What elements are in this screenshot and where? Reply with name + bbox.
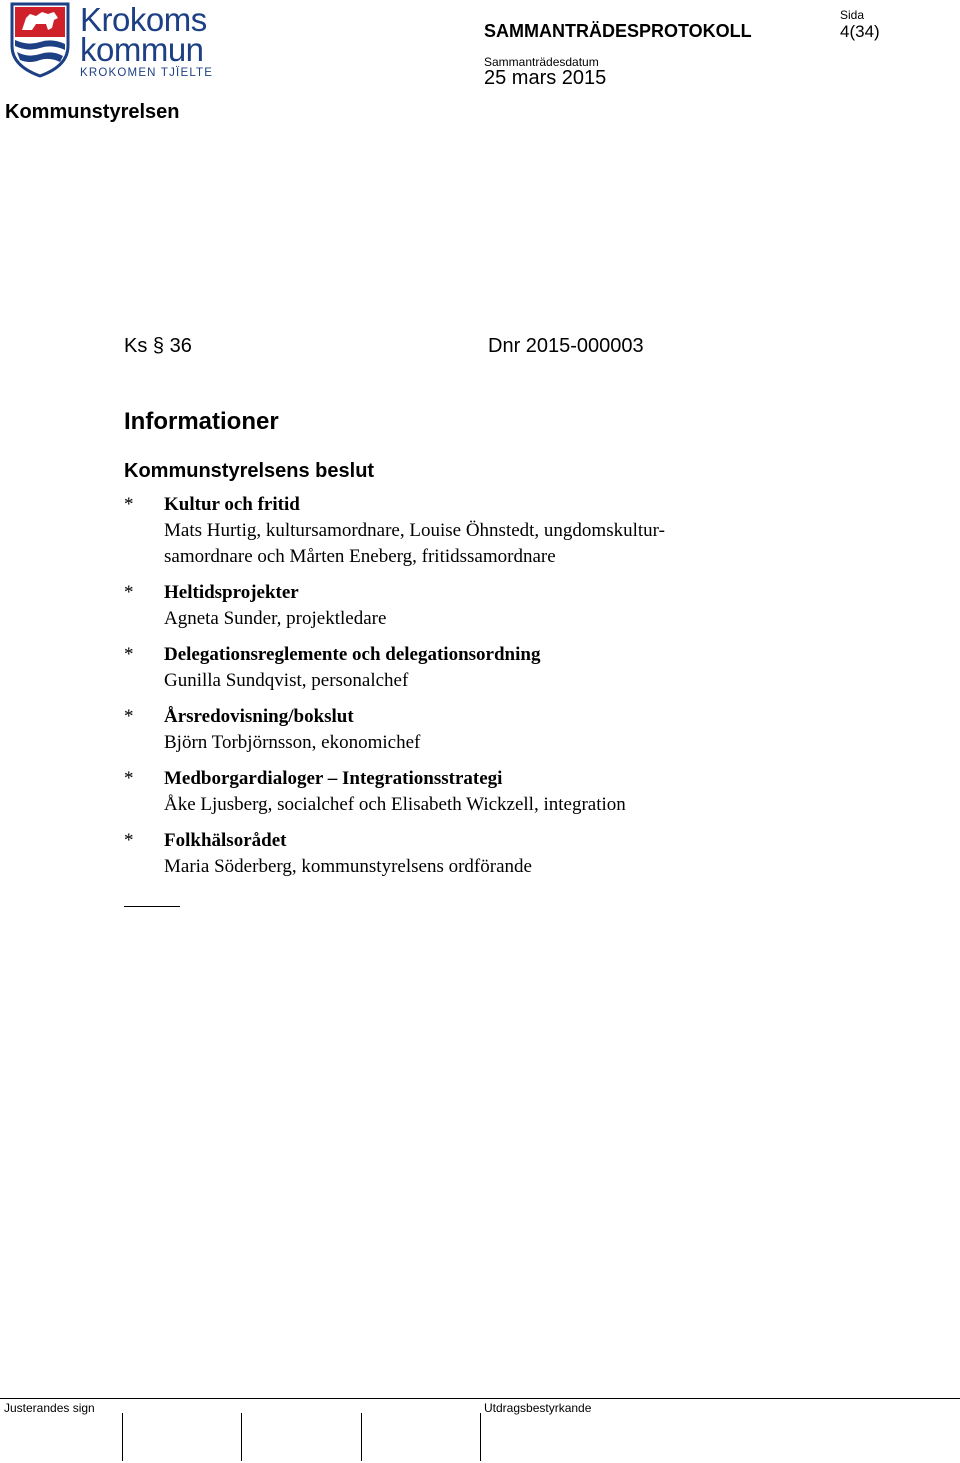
list-item	[124, 766, 884, 818]
item-description: Maria Söderberg, kommunstyrelsens ordförande	[164, 856, 532, 877]
list-item	[124, 828, 884, 880]
adjuster-signature-label: Justerandes sign	[4, 1401, 95, 1415]
meeting-date-label: Sammanträdesdatum	[484, 55, 599, 69]
item-title: Årsredovisning/bokslut	[164, 706, 354, 727]
section-heading: Informationer	[124, 408, 279, 435]
item-description: Gunilla Sundqvist, personalchef	[164, 670, 409, 691]
case-paragraph-number: Ks § 36	[124, 335, 192, 357]
bullet-asterisk: *	[124, 830, 134, 851]
page-label: Sida	[840, 8, 865, 22]
item-title: Heltidsprojekter	[164, 582, 299, 603]
bullet-asterisk: *	[124, 706, 134, 727]
information-list	[124, 492, 884, 890]
item-title: Medborgardialoger – Integrationsstrategi	[164, 768, 503, 789]
signature-box-divider	[122, 1413, 123, 1461]
municipal-coat-of-arms-icon	[8, 2, 72, 78]
item-title: Folkhälsorådet	[164, 830, 287, 851]
item-title: Delegationsreglemente och delegationsordning	[164, 644, 541, 665]
decision-heading: Kommunstyrelsens beslut	[124, 460, 375, 482]
signature-box-divider	[480, 1413, 481, 1461]
document-type: SAMMANTRÄDESPROTOKOLL	[484, 21, 752, 41]
signature-box-divider	[361, 1413, 362, 1461]
bullet-asterisk: *	[124, 582, 134, 603]
item-title: Kultur och fritid	[164, 494, 300, 515]
extract-certification-label: Utdragsbestyrkande	[484, 1401, 592, 1415]
page-number: 4(34)	[840, 22, 880, 41]
signature-footer	[0, 1398, 960, 1463]
signature-box-divider	[241, 1413, 242, 1461]
item-description: Åke Ljusberg, socialchef och Elisabeth Wickzell, integration	[164, 794, 626, 815]
list-item	[124, 580, 884, 632]
item-description: Björn Torbjörnsson, ekonomichef	[164, 732, 421, 753]
logo-subline: KROKOMEN TJÏELTE	[80, 67, 214, 79]
case-registration-number: Dnr 2015-000003	[488, 335, 644, 357]
item-description: Agneta Sunder, projektledare	[164, 608, 387, 629]
list-item	[124, 642, 884, 694]
bullet-asterisk: *	[124, 768, 134, 789]
bullet-asterisk: *	[124, 494, 134, 515]
bullet-asterisk: *	[124, 644, 134, 665]
section-end-divider	[124, 906, 180, 907]
organization-name: Kommunstyrelsen	[5, 101, 180, 123]
list-item	[124, 492, 884, 570]
footer-divider	[0, 1398, 960, 1399]
item-description: Mats Hurtig, kultursamordnare, Louise Öhnstedt, ungdomskultur-samordnare och Mårten Eneberg, fritidssamordnare	[164, 520, 665, 567]
logo-wordmark-line1: Krokoms	[80, 1, 207, 38]
krokoms-kommun-logo	[8, 1, 214, 80]
list-item	[124, 704, 884, 756]
logo-wordmark-line2: kommun	[80, 31, 204, 68]
meeting-date-value: 25 mars 2015	[484, 67, 607, 89]
